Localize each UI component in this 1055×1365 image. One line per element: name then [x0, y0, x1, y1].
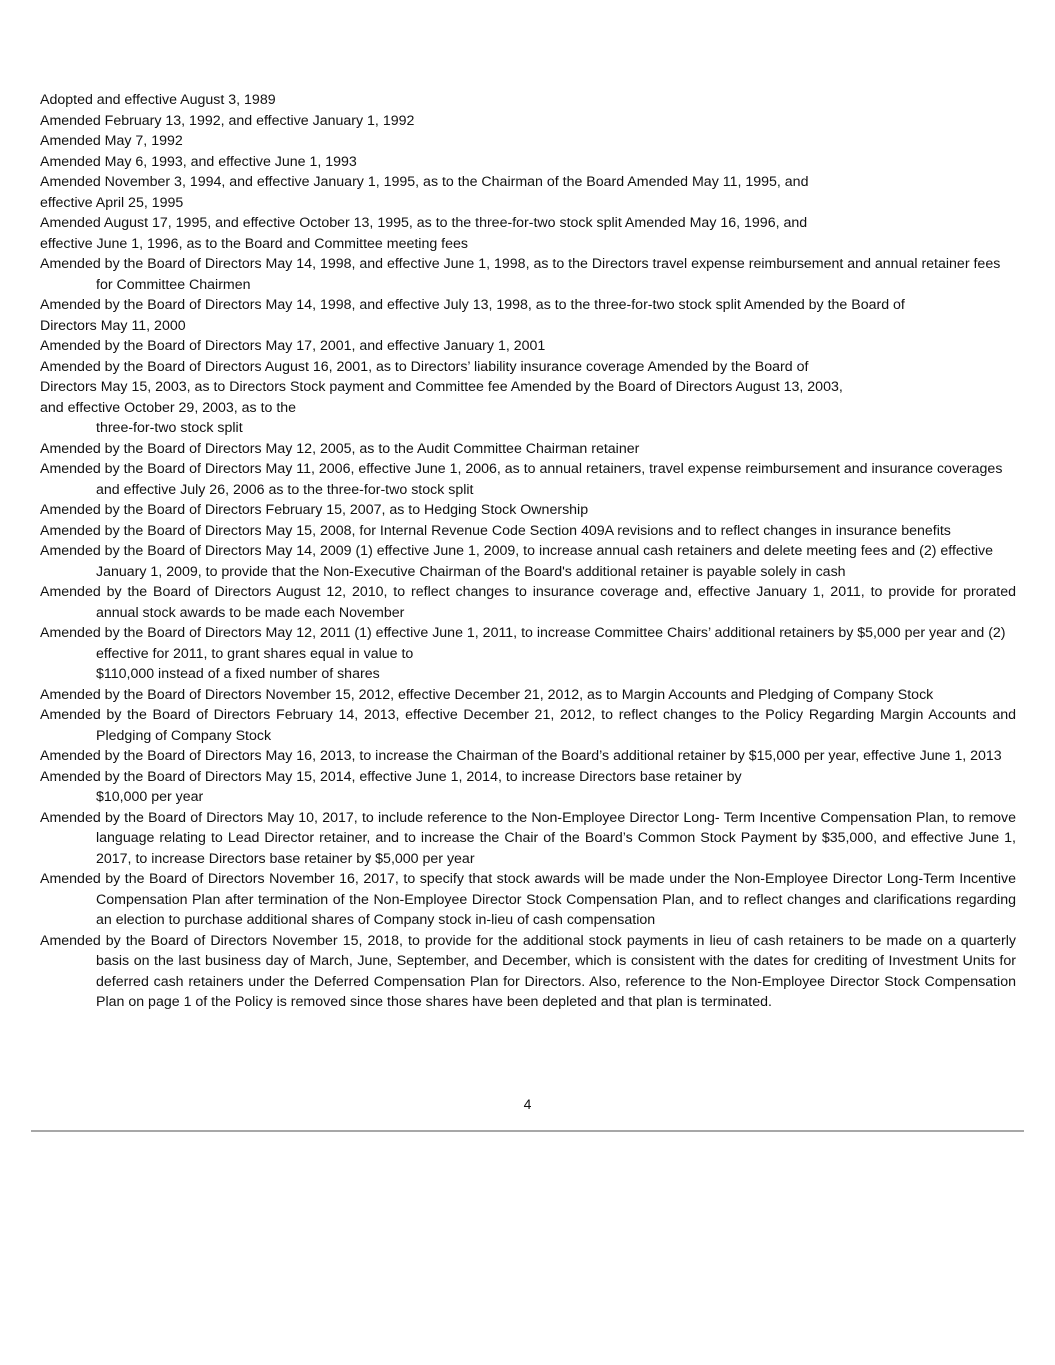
history-entry — [40, 582, 1016, 623]
entry-text: Amended by the Board of Directors May 14, 1998, and effective July 13, 1998, as to the three-for-two stock split Amended by the Board of — [40, 297, 905, 313]
entry-text: Amended February 13, 1992, and effective January 1, 1992 — [40, 112, 415, 129]
history-entry — [40, 213, 1016, 254]
entry-text: Amended by the Board of Directors February 14, 2013, effective December 21, 2012, to reflect changes to the Policy Regarding Margin Accounts and Pledging of Company Stock — [40, 707, 1016, 744]
entry-text: Amended by the Board of Directors May 14, 1998, and effective June 1, 1998, as to the Directors travel expense reimbursement and annual retainer fees for Committee Chairmen — [40, 256, 1001, 293]
entry-text: Amended August 17, 1995, and effective October 13, 1995, as to the three-for-two stock split Amended May 16, 1996, and — [40, 215, 808, 231]
history-entry — [40, 131, 1016, 152]
entry-continuation: and effective October 29, 2003, as to the — [40, 399, 297, 416]
history-entry — [40, 90, 1016, 111]
history-entry — [40, 767, 1016, 808]
page-number: 4 — [523, 1096, 532, 1112]
entry-text: Amended by the Board of Directors May 14, 2009 (1) effective June 1, 2009, to increase annual cash retainers and delete meeting fees and (2) effective January 1, 2009, to provide that the Non-Executive Chairman of the Board's additional retainer is payable solely in cash — [40, 543, 993, 580]
history-entry — [40, 521, 1016, 542]
entry-text: Amended by the Board of Directors May 11, 2006, effective June 1, 2006, as to annual retainers, travel expense reimbursement and insurance coverages and effective July 26, 2006 as to the three-for-two stock split — [40, 461, 1003, 498]
entry-text: Adopted and effective August 3, 1989 — [40, 92, 276, 108]
entry-text: Amended by the Board of Directors August 16, 2001, as to Directors’ liability insurance coverage Amended by the Board of — [40, 358, 809, 375]
entry-continuation: Directors May 15, 2003, as to Directors Stock payment and Committee fee Amended by the Board of Directors August 13, 2003, — [40, 379, 843, 395]
entry-text: Amended by the Board of Directors May 15, 2008, for Internal Revenue Code Section 409A revisions and to reflect changes in insurance benefits — [40, 522, 951, 539]
entry-text: Amended by the Board of Directors May 16, 2013, to increase the Chairman of the Board’s additional retainer by $15,000 per year, effective June 1, 2013 — [40, 748, 1002, 764]
entry-continuation: three-for-two stock split — [96, 420, 243, 436]
entry-text: Amended November 3, 1994, and effective January 1, 1995, as to the Chairman of the Board Amended May 11, 1995, and — [40, 174, 809, 190]
entry-text: Amended by the Board of Directors May 10, 2017, to include reference to the Non-Employee Director Long- Term Incentive Compensation Plan, to remove language relating to Lead Director retainer, and to increase the Chair of the Board’s Common Stock Payment by $35,000, and effective June 1, 2017, to increase Directors base retainer by $5,000 per year — [40, 809, 1016, 867]
history-entry — [40, 705, 1016, 746]
entry-text: Amended May 7, 1992 — [40, 133, 183, 149]
entry-text: Amended by the Board of Directors August 12, 2010, to reflect changes to insurance coverage and, effective January 1, 2011, to provide for prorated annual stock awards to be made each November — [40, 584, 1016, 621]
entry-text: Amended by the Board of Directors November 15, 2012, effective December 21, 2012, as to Margin Accounts and Pledging of Company Stock — [40, 686, 934, 703]
entry-text: Amended by the Board of Directors May 12, 2005, as to the Audit Committee Chairman retainer — [40, 440, 640, 457]
history-entry — [40, 152, 1016, 173]
history-entry — [40, 357, 1016, 439]
history-entry — [40, 685, 1016, 706]
entry-continuation: Directors May 11, 2000 — [40, 317, 186, 334]
footer-divider — [31, 1130, 1024, 1132]
history-entry — [40, 500, 1016, 521]
history-entry — [40, 336, 1016, 357]
entry-text: Amended May 6, 1993, and effective June 1, 1993 — [40, 153, 357, 170]
entry-text: Amended by the Board of Directors May 15, 2014, effective June 1, 2014, to increase Directors base retainer by — [40, 768, 742, 785]
amendment-history — [40, 90, 1016, 1013]
history-entry — [40, 808, 1016, 870]
entry-text: Amended by the Board of Directors February 15, 2007, as to Hedging Stock Ownership — [40, 502, 589, 518]
history-entry — [40, 172, 1016, 213]
history-entry — [40, 254, 1016, 295]
history-entry — [40, 931, 1016, 1013]
history-entry — [40, 295, 1016, 336]
history-entry — [40, 111, 1016, 132]
entry-text: Amended by the Board of Directors November 16, 2017, to specify that stock awards will be made under the Non-Employee Director Long-Term Incentive Compensation Plan after termination of the Non-Employee Director Stock Compensation Plan, and to reflect changes and clarifications regarding an election to purchase additional shares of Company stock in-lieu of cash compensation — [40, 871, 1016, 928]
entry-continuation: $10,000 per year — [96, 789, 204, 805]
entry-continuation: effective April 25, 1995 — [40, 194, 184, 211]
history-entry — [40, 869, 1016, 931]
entry-continuation: $110,000 instead of a fixed number of shares — [96, 666, 380, 682]
history-entry — [40, 459, 1016, 500]
entry-text: Amended by the Board of Directors May 12, 2011 (1) effective June 1, 2011, to increase Committee Chairs’ additional retainers by $5,000 per year and (2) effective for 2011, to grant shares equal in value to — [40, 625, 1006, 662]
entry-text: Amended by the Board of Directors May 17, 2001, and effective January 1, 2001 — [40, 338, 546, 354]
entry-continuation: effective June 1, 1996, as to the Board and Committee meeting fees — [40, 235, 468, 252]
history-entry — [40, 746, 1016, 767]
history-entry — [40, 541, 1016, 582]
history-entry — [40, 439, 1016, 460]
history-entry — [40, 623, 1016, 685]
entry-text: Amended by the Board of Directors November 15, 2018, to provide for the additional stock payments in lieu of cash retainers to be made on a quarterly basis on the last business day of March, June, September, and December, which is consistent with the dates for crediting of Investment Units for deferred cash retainers under the Deferred Compensation Plan for Directors. Also, reference to the Non-Employee Director Stock Compensation Plan on page 1 of the Policy is removed since those shares have been depleted and that plan is terminated. — [40, 932, 1016, 1010]
